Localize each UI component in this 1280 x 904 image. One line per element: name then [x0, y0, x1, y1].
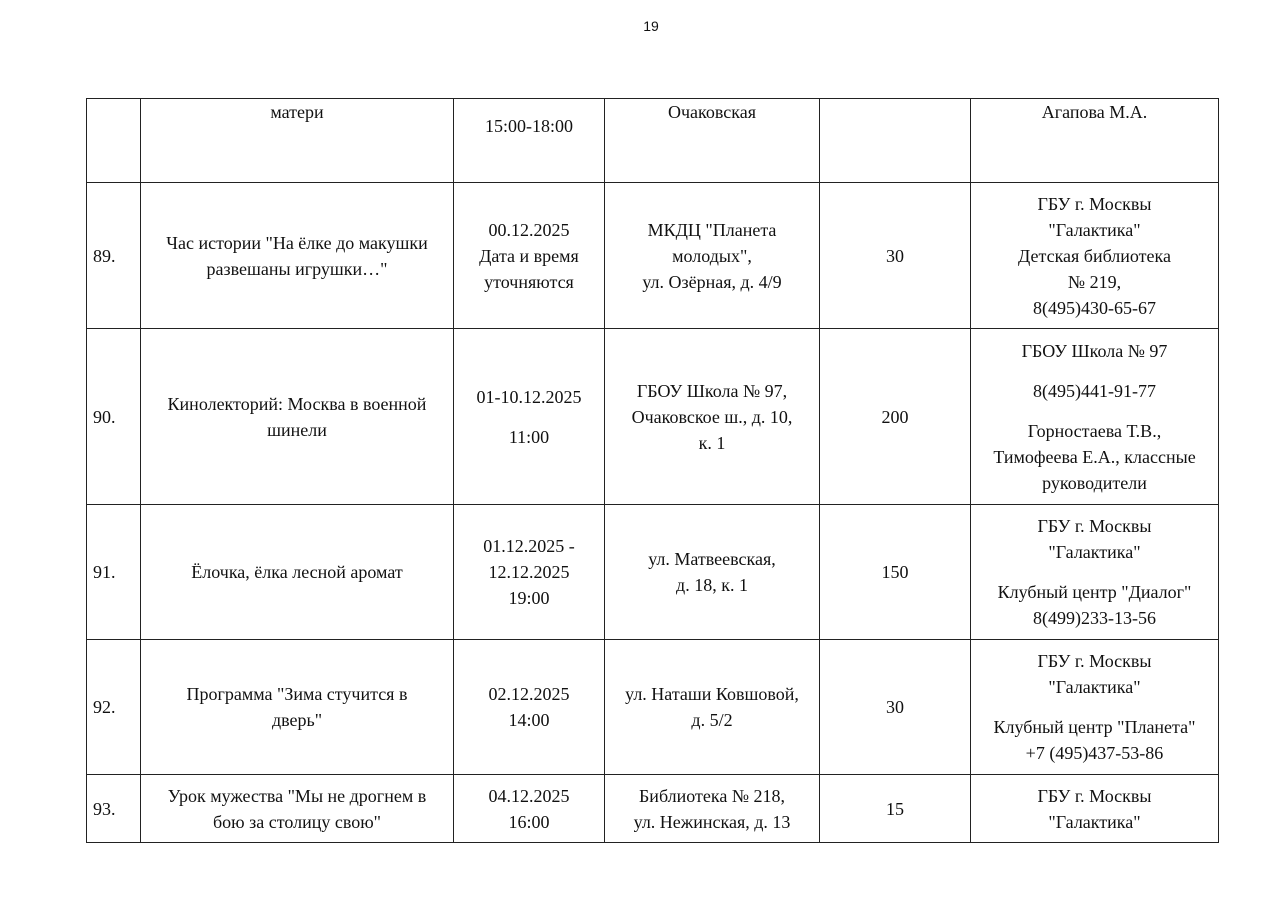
cell-text-line: Очаковская: [668, 102, 756, 122]
cell-text-line: шинели: [267, 419, 327, 440]
cell-text-line: 11:00: [508, 426, 550, 447]
date-time-cell: [454, 775, 605, 843]
date-time-cell: [454, 505, 605, 640]
cell-text-line: ул. Наташи Ковшовой,: [625, 684, 799, 704]
cell-text-line: матери: [270, 102, 324, 122]
cell-text-line: 8(495)441-91-77: [1033, 380, 1156, 401]
cell-text-line: д. 18, к. 1: [676, 575, 748, 595]
cell-spacer: [975, 364, 1214, 378]
cell-text-line: бою за столицу свою": [213, 811, 381, 832]
cell-text-line: 01.12.2025 -: [483, 536, 575, 556]
cell-spacer: [458, 410, 600, 424]
cell-text-line: ул. Матвеевская,: [648, 549, 776, 569]
venue-cell: [605, 329, 820, 505]
venue-cell: [605, 775, 820, 843]
cell-text-line: "Галактика": [1048, 677, 1141, 697]
participants-count-cell: 200: [820, 329, 971, 505]
row-number-cell: 90.: [87, 329, 141, 505]
participants-count-cell: 15: [820, 775, 971, 843]
cell-text-line: уточняются: [484, 271, 574, 292]
venue-cell: [605, 183, 820, 329]
cell-text-line: ГБУ г. Москвы: [1037, 651, 1152, 671]
cell-text-line: ГБУ г. Москвы: [1037, 193, 1152, 214]
organizer-cell: [971, 99, 1219, 183]
cell-text-line: Час истории "На ёлке до макушки: [166, 232, 428, 253]
event-name-cell: [141, 775, 454, 843]
event-name-cell: [141, 505, 454, 640]
cell-text-line: 8(499)233-13-56: [1033, 608, 1156, 628]
venue-cell: [605, 640, 820, 775]
date-time-cell: [454, 640, 605, 775]
cell-text-line: 14:00: [508, 710, 550, 730]
event-name-cell: [141, 99, 454, 183]
cell-text-line: Программа "Зима стучится в: [186, 684, 408, 704]
cell-text-line: к. 1: [698, 432, 726, 453]
cell-text-line: "Галактика": [1048, 219, 1141, 240]
cell-text-line: Клубный центр "Диалог": [997, 582, 1192, 602]
cell-text-line: Ёлочка, ёлка лесной аромат: [191, 562, 403, 582]
row-number-cell: 91.: [87, 505, 141, 640]
page-number: 19: [643, 18, 659, 34]
table-row: [87, 183, 1219, 329]
organizer-cell: [971, 775, 1219, 843]
cell-text-line: Горностаева Т.В.,: [1027, 420, 1162, 441]
cell-text-line: "Галактика": [1048, 811, 1141, 832]
table-row: [87, 775, 1219, 843]
cell-text-line: ГБОУ Школа № 97,: [636, 380, 788, 401]
cell-spacer: [975, 565, 1214, 579]
cell-text-line: развешаны игрушки…": [206, 258, 388, 279]
participants-count-cell: 30: [820, 183, 971, 329]
cell-text-line: 12.12.2025: [488, 562, 570, 582]
participants-count-cell: [820, 99, 971, 183]
cell-text-line: 8(495)430-65-67: [1033, 297, 1156, 318]
participants-count-cell: 30: [820, 640, 971, 775]
cell-text-line: 15:00-18:00: [485, 116, 573, 136]
cell-text-line: № 219,: [1067, 271, 1122, 292]
cell-text-line: 16:00: [508, 811, 550, 832]
date-time-cell: [454, 99, 605, 183]
table-row: [87, 329, 1219, 505]
cell-text-line: Детская библиотека: [1018, 245, 1171, 266]
cell-text-line: МКДЦ "Планета: [647, 219, 777, 240]
cell-spacer: [975, 700, 1214, 714]
row-number-cell: [87, 99, 141, 183]
table-row: [87, 505, 1219, 640]
cell-text-line: Тимофеева Е.А., классные: [993, 446, 1196, 467]
cell-text-line: дверь": [271, 710, 323, 730]
event-name-cell: [141, 640, 454, 775]
events-table: [86, 98, 1219, 843]
cell-text-line: Агапова М.А.: [1041, 102, 1148, 122]
event-name-cell: [141, 183, 454, 329]
cell-text-line: Дата и время: [479, 245, 579, 266]
cell-text-line: Библиотека № 218,: [638, 785, 786, 806]
cell-spacer: [458, 99, 600, 113]
organizer-cell: [971, 329, 1219, 505]
date-time-cell: [454, 183, 605, 329]
participants-count-cell: 150: [820, 505, 971, 640]
venue-cell: [605, 99, 820, 183]
cell-text-line: ГБОУ Школа № 97: [1021, 340, 1168, 361]
cell-text-line: 04.12.2025: [488, 785, 570, 806]
row-number-cell: 89.: [87, 183, 141, 329]
event-name-cell: [141, 329, 454, 505]
events-table-body: [87, 99, 1219, 843]
cell-text-line: ул. Нежинская, д. 13: [633, 811, 791, 832]
cell-text-line: 02.12.2025: [488, 684, 570, 704]
cell-text-line: Урок мужества "Мы не дрогнем в: [167, 785, 427, 806]
cell-text-line: 01-10.12.2025: [476, 386, 582, 407]
cell-text-line: д. 5/2: [691, 710, 733, 730]
row-number-cell: 93.: [87, 775, 141, 843]
row-number-cell: 92.: [87, 640, 141, 775]
cell-spacer: [975, 404, 1214, 418]
table-row: [87, 99, 1219, 183]
cell-text-line: Клубный центр "Планета": [993, 717, 1196, 737]
cell-text-line: Очаковское ш., д. 10,: [631, 406, 793, 427]
date-time-cell: [454, 329, 605, 505]
organizer-cell: [971, 505, 1219, 640]
cell-text-line: +7 (495)437-53-86: [1025, 743, 1164, 763]
organizer-cell: [971, 640, 1219, 775]
cell-text-line: Кинолекторий: Москва в военной: [167, 393, 427, 414]
organizer-cell: [971, 183, 1219, 329]
cell-text-line: "Галактика": [1048, 542, 1141, 562]
cell-text-line: 00.12.2025: [488, 219, 570, 240]
table-row: [87, 640, 1219, 775]
cell-text-line: ГБУ г. Москвы: [1037, 516, 1152, 536]
venue-cell: [605, 505, 820, 640]
cell-text-line: руководители: [1042, 472, 1147, 493]
cell-text-line: молодых",: [672, 245, 752, 266]
cell-text-line: ГБУ г. Москвы: [1037, 785, 1152, 806]
cell-text-line: 19:00: [508, 588, 550, 608]
cell-text-line: ул. Озёрная, д. 4/9: [642, 271, 782, 292]
